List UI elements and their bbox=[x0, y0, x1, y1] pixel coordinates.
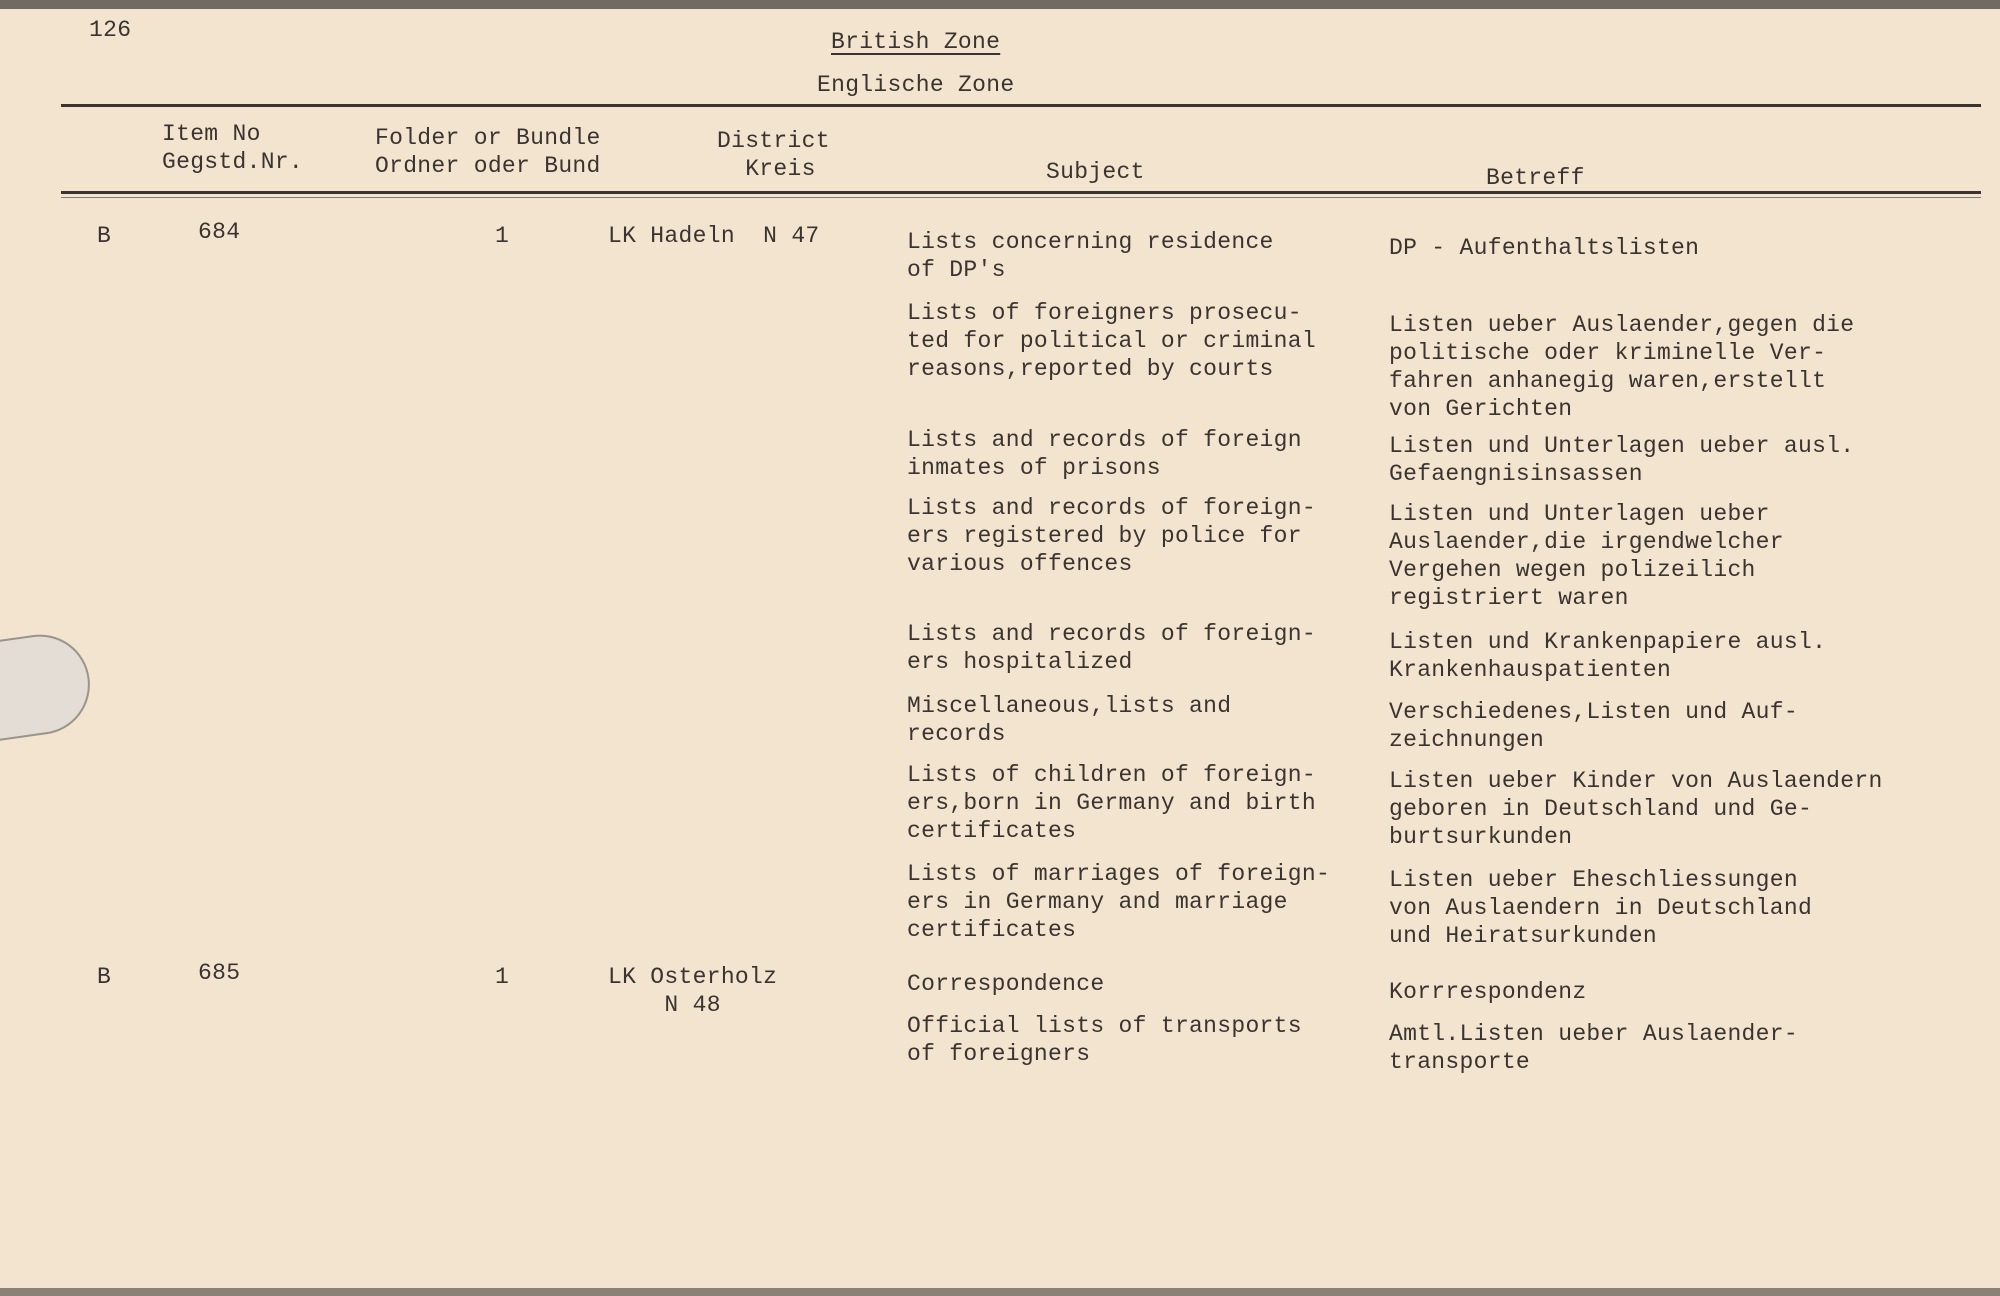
entry-betreff: Listen ueber Auslaender,gegen die politische oder kriminelle Ver- fahren anhanegig waren,erstellt von Gerichten bbox=[1389, 312, 1855, 422]
header-folder: Folder or Bundle Ordner oder Bund bbox=[375, 125, 601, 179]
entry-subject: Lists concerning residence of DP's bbox=[907, 229, 1274, 283]
header-district: District Kreis bbox=[717, 128, 830, 182]
entry-subject: Lists of children of foreign- ers,born in Germany and birth certificates bbox=[907, 762, 1316, 844]
page-number: 126 bbox=[89, 17, 132, 43]
item-number: 684 bbox=[198, 219, 241, 245]
entry-subject: Lists of marriages of foreign- ers in Germany and marriage certificates bbox=[907, 861, 1331, 943]
item-number: 685 bbox=[198, 960, 241, 986]
entry-betreff: Verschiedenes,Listen und Auf- zeichnungen bbox=[1389, 699, 1798, 753]
item-district: LK Osterholz N 48 bbox=[608, 964, 778, 1018]
header-betreff: Betreff bbox=[1486, 165, 1585, 191]
header-bottom-rule bbox=[61, 191, 1981, 194]
header-subject: Subject bbox=[1046, 159, 1145, 185]
entry-betreff: Listen und Krankenpapiere ausl. Krankenhauspatienten bbox=[1389, 629, 1827, 683]
item-folder: 1 bbox=[495, 964, 510, 990]
item-folder: 1 bbox=[495, 223, 510, 249]
entry-betreff: Listen und Unterlagen ueber Auslaender,die irgendwelcher Vergehen wegen polizeilich registriert waren bbox=[1389, 501, 1784, 611]
entry-betreff: Listen ueber Kinder von Auslaendern geboren in Deutschland und Ge- burtsurkunden bbox=[1389, 768, 1883, 850]
page-title: British Zone bbox=[831, 29, 1001, 55]
entry-betreff: Amtl.Listen ueber Auslaender- transporte bbox=[1389, 1021, 1798, 1075]
entry-betreff: Listen und Unterlagen ueber ausl. Gefaengnisinsassen bbox=[1389, 433, 1855, 487]
item-series: B bbox=[97, 964, 112, 990]
entry-betreff: DP - Aufenthaltslisten bbox=[1389, 235, 1700, 261]
entry-subject: Lists and records of foreign- ers hospitalized bbox=[907, 621, 1316, 675]
binder-tab bbox=[0, 628, 96, 744]
entry-betreff: Listen ueber Eheschliessungen von Auslaendern in Deutschland und Heiratsurkunden bbox=[1389, 867, 1813, 949]
header-top-rule bbox=[61, 104, 1981, 107]
entry-subject: Official lists of transports of foreigners bbox=[907, 1013, 1302, 1067]
scan-top-edge bbox=[0, 0, 2000, 9]
item-series: B bbox=[97, 223, 112, 249]
entry-subject: Miscellaneous,lists and records bbox=[907, 693, 1232, 747]
header-item-no: Item No Gegstd.Nr. bbox=[162, 121, 304, 175]
entry-subject: Lists and records of foreign inmates of prisons bbox=[907, 427, 1302, 481]
entry-betreff: Korrrespondenz bbox=[1389, 979, 1587, 1005]
header-bottom-rule-thin bbox=[61, 197, 1981, 198]
page-subtitle: Englische Zone bbox=[817, 72, 1015, 98]
entry-subject: Lists of foreigners prosecu- ted for political or criminal reasons,reported by courts bbox=[907, 300, 1316, 382]
entry-subject: Lists and records of foreign- ers registered by police for various offences bbox=[907, 495, 1316, 577]
item-district: LK Hadeln N 47 bbox=[608, 223, 820, 249]
scan-bottom-edge bbox=[0, 1288, 2000, 1296]
entry-subject: Correspondence bbox=[907, 971, 1105, 997]
